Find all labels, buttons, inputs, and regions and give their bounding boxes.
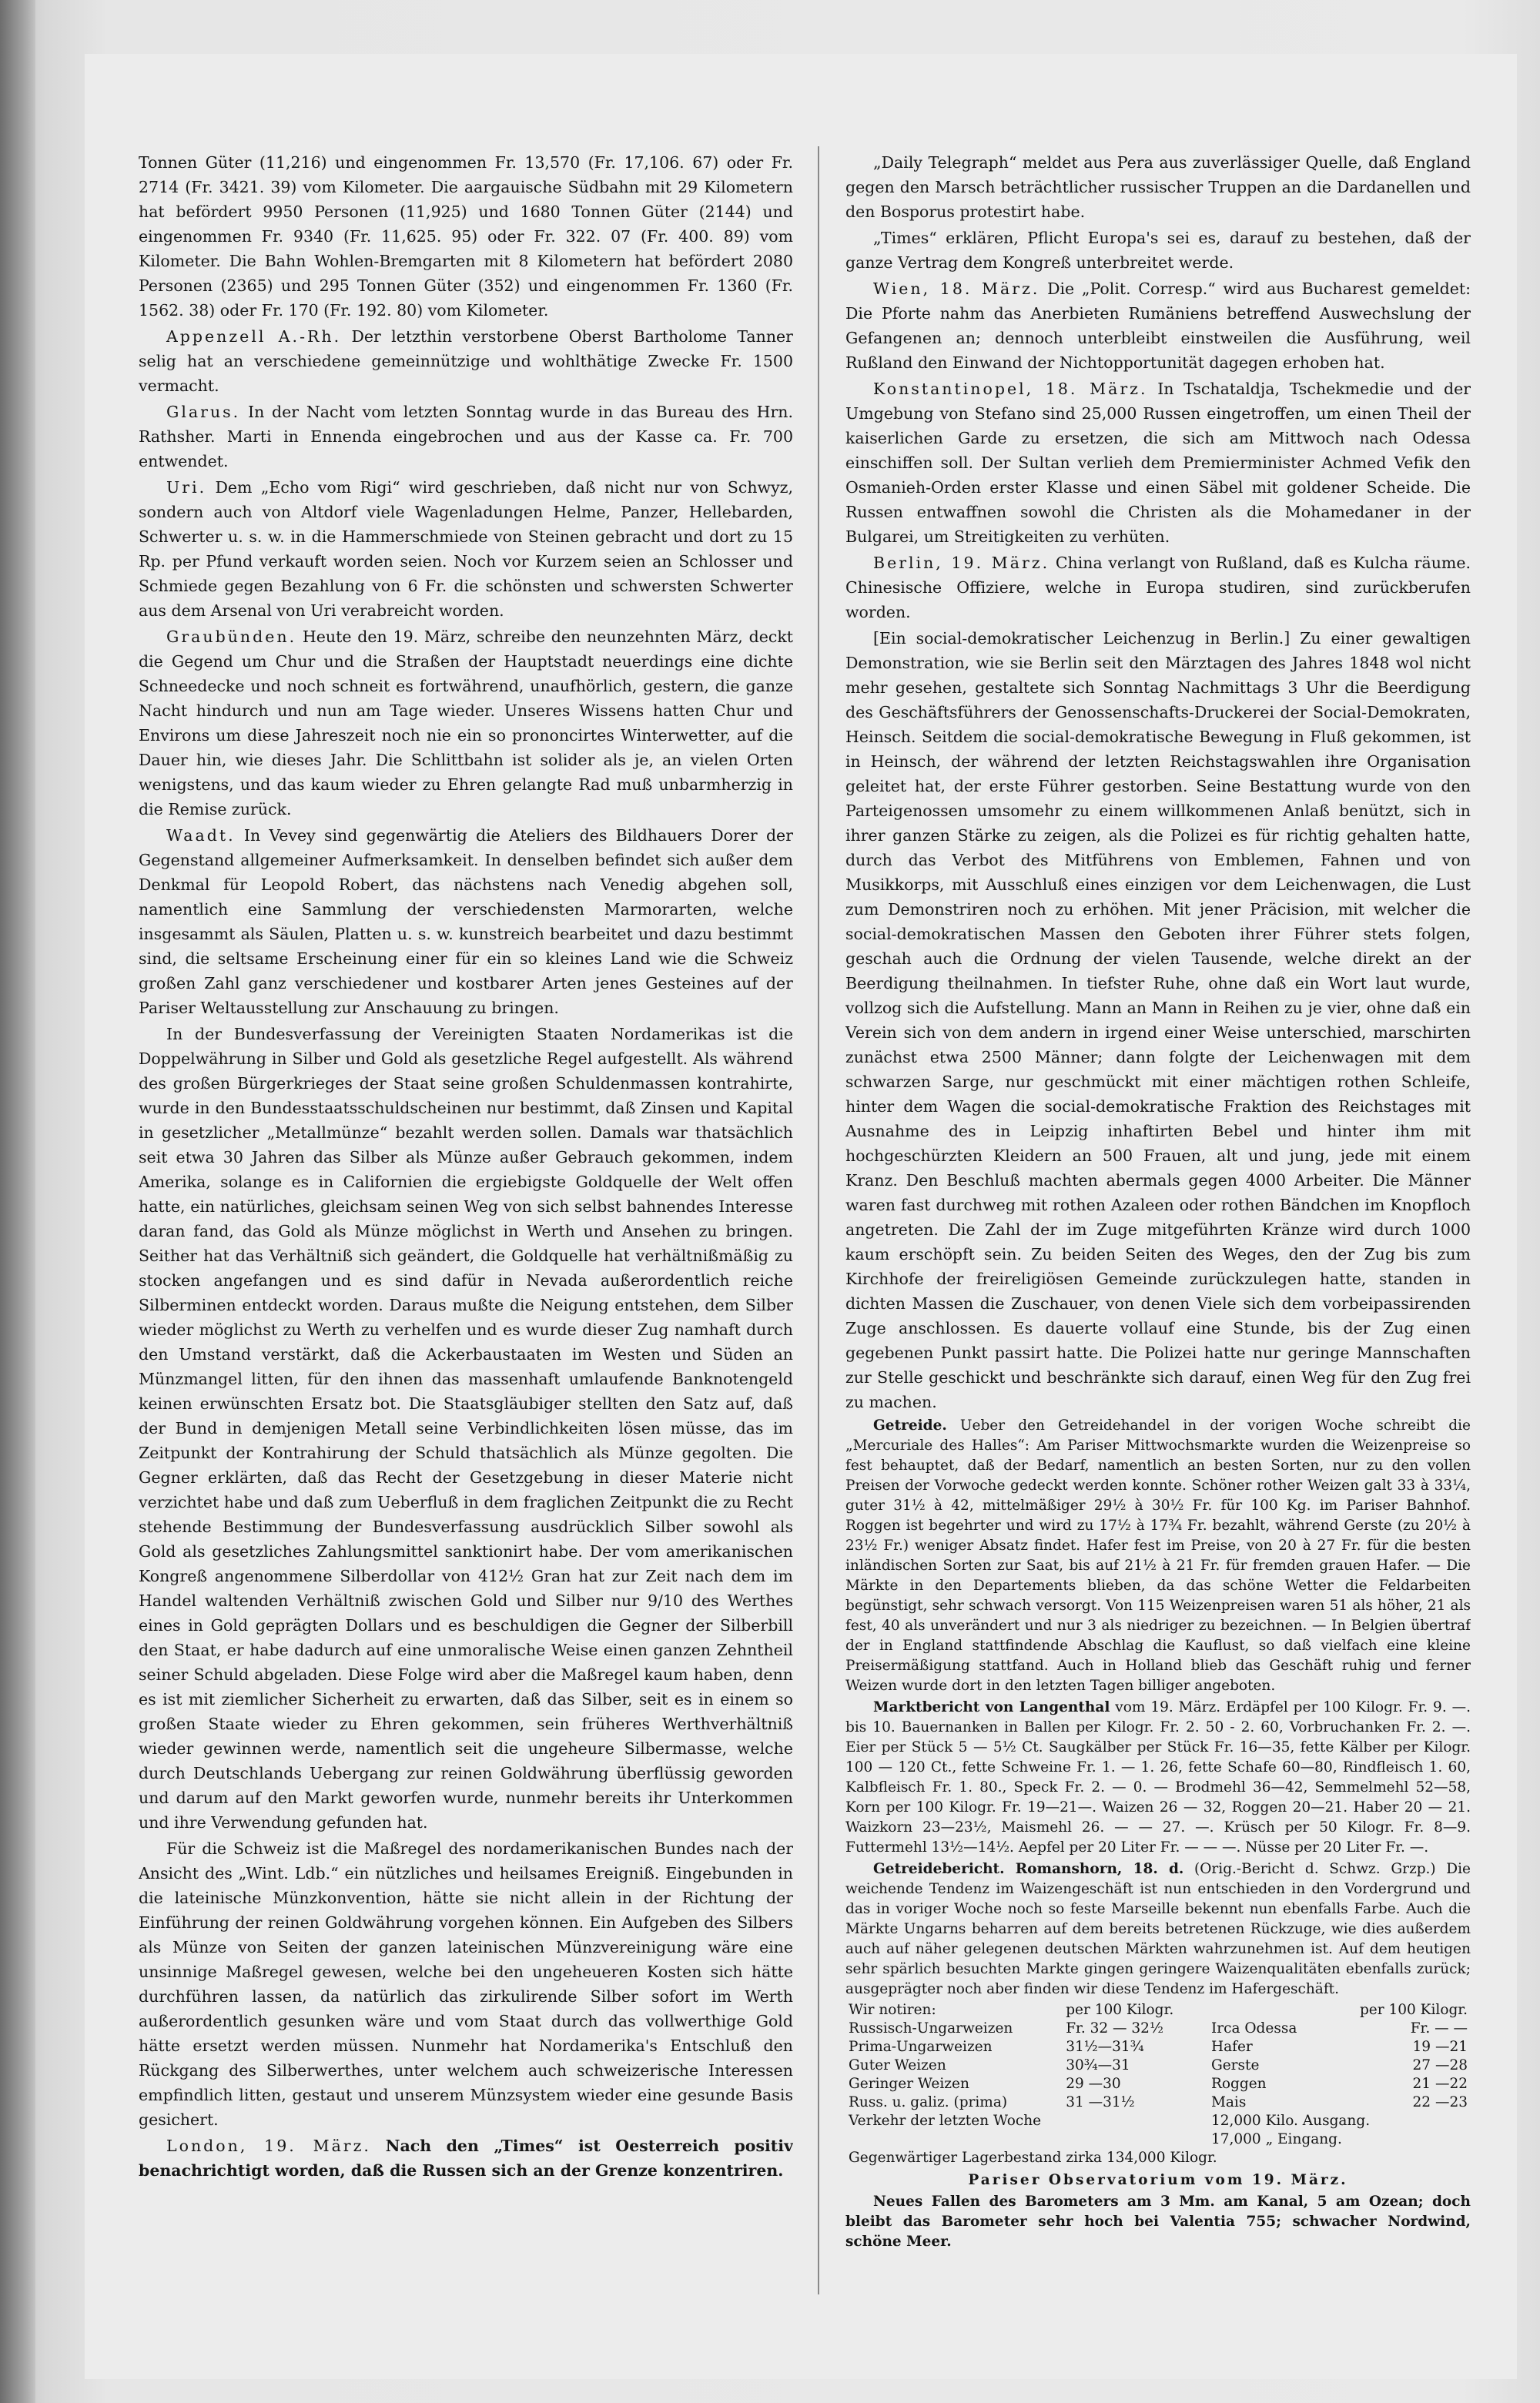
heading-leichenzug: [Ein social-demokratischer Leichenzug in Berlin.]: [873, 629, 1291, 648]
table-cell: 29 —30: [1066, 2076, 1121, 2092]
article-railway: Tonnen Güter (11,216) und eingenommen Fr. 13,570 (Fr. 17,106. 67) oder Fr. 2714 (Fr. 3421. 39) vom Kilometer. Die aargauische Südbahn mit 29 Kilometern hat befördert 9950 Personen (11,925) und 1680 Tonnen Güter (2144) und eingenommen Fr. 9340 (Fr. 11,625. 95) oder Fr. 322. 07 (Fr. 400. 89) vom Kilometer. Die Bahn Wohlen-Bremgarten mit 8 Kilometern hat befördert 2080 Personen (2365) und 295 Tonnen Güter (352) und eingenommen Fr. 1360 (Fr. 1562. 38) oder Fr. 170 (Fr. 192. 80) vom Kilometer.: [139, 153, 793, 320]
table-cell: Mais: [1210, 2094, 1247, 2110]
price-table-head-unit: per 100 Kilogr.: [1066, 2002, 1174, 2018]
table-row: [845, 2130, 1471, 2149]
text-graubuenden: Heute den 19. März, schreibe den neunzehnten März, deckt die Gegend um Chur und die Straßen der Hauptstadt neuerdings eine dichte Schneedecke und noch schneit es fortwährend, unaufhörlich, gestern, die ganze Nacht hindurch und nun am Tage wieder. Unseres Wissens hatten Chur und Environs um diese Jahreszeit noch nie ein so prononcirtes Winterwetter, auf die Dauer hin, wie dieses Jahr. Die Schlittbahn ist solider als je, an vielen Orten wenigstens, und das kaum wieder zu Ehren gelangte Rad muß unbarmherzig in die Remise zurück.: [139, 628, 793, 818]
article-graubuenden: [139, 624, 793, 822]
column-divider: [818, 146, 819, 2294]
article-konstantinopel: [845, 377, 1471, 549]
heading-langenthal: Marktbericht von Langenthal: [873, 1699, 1110, 1715]
article-berlin: [845, 551, 1471, 624]
price-table-header: [845, 2001, 1471, 2020]
table-cell: 19 —21: [1412, 2039, 1468, 2055]
article-romanshorn: [845, 1859, 1471, 2000]
heading-graubuenden: Graubünden.: [166, 628, 297, 646]
article-appenzell: [139, 324, 793, 398]
article-leichenzug: [845, 626, 1471, 1414]
table-cell: Fr. 32 — 32½: [1066, 2020, 1163, 2037]
heading-observatorium: [845, 2170, 1471, 2190]
table-row: [845, 2093, 1471, 2112]
text-leichenzug: Zu einer gewaltigen Demonstration, wie sie Berlin seit den Märztagen des Jahres 1848 wol nicht mehr gesehen, gestaltete sich Sonntag Nachmittags 3 Uhr die Beerdigung des Geschäftsführers der Genossenschafts-Druckerei der Social-Demokraten, Heinsch. Seitdem die social-demokratische Bewegung in Fluß gekommen, ist in Heinsch, der während der letzten Reichstagswahlen ihre Organisation geleitet hat, der erste Führer gestorben. Seine Bestattung wurde von den Parteigenossen umsomehr zu einem willkommenen Anlaß benützt, sich in ihrer ganzen Stärke zu zeigen, als die Polizei es für richtig gehalten hatte, durch das Verbot des Mitführens von Emblemen, Fahnen und von Musikkorps, mit Ausschluß eines einzigen vor dem Leichenwagen, die Lust zum Demonstriren noch zu erhöhen. Mit jener Präcision, mit welcher die social-demokratischen Massen den Geboten ihrer Führer stets folgen, geschah auch die Ordnung der vielen Tausende, welche direkt an der Beerdigung theilnahmen. In tiefster Ruhe, ohne daß ein Wort laut wurde, vollzog sich die Aufstellung. Mann an Mann in Reihen zu je vier, ohne daß ein Verein sich von dem andern in irgend einer Weise unterschied, marschirten zunächst etwa 2500 Männer; dann folgte der Leichenwagen mit dem schwarzen Sarge, nur geschmückt mit einer mächtigen rothen Schleife, hinter dem Wagen die social-demokratische Fraktion des Reichstages mit Ausnahme des in Leipzig inhaftirten Bebel und hinter ihm mit hochgeschürzten Kleidern an 500 Frauen, alt und jung, jede mit einem Kranz. Den Beschluß machten abermals gegen 4000 Arbeiter. Die Männer waren fast durchweg mit rothen Azaleen oder rothen Bändchen im Knopfloch angetreten. Die Zahl der im Zuge mitgeführten Kränze wird durch 1000 kaum erschöpft sein. Zu beiden Seiten des Weges, den der Zug bis zum Kirchhofe der freireligiösen Gemeinde zurückzulegen hatte, standen in dichten Massen die Zuschauer, von denen Viele sich dem vorbeipassirenden Zuge anschlossen. Es dauerte vollauf eine Stunde, bis der Zug einen gegebenen Punkt passirt hatte. Die Polizei hatte nur geringe Mannschaften zur Stelle geschickt und beschränkte sich darauf, einen Weg für den Zug frei zu machen.: [845, 629, 1471, 1411]
table-cell: Fr. — —: [1410, 2020, 1468, 2037]
table-cell: Geringer Weizen: [849, 2076, 969, 2092]
heading-waadt: Waadt.: [166, 826, 236, 845]
table-cell: Guter Weizen: [849, 2057, 946, 2073]
table-cell: Roggen: [1210, 2076, 1267, 2092]
text-wien: Die „Polit. Corresp.“ wird aus Bucharest gemeldet: Die Pforte nahm das Anerbieten Rumäniens betreffend Auswechslung der Gefangenen an; dennoch unterbleibt einstweilen die Ausführung, weil Rußland den Einwand der Nichtopportunität dagegen erhoben hat.: [845, 279, 1471, 372]
article-london: [139, 2134, 793, 2183]
table-cell: 31 —31½: [1066, 2094, 1135, 2110]
table-cell: Russisch-Ungarweizen: [849, 2020, 1013, 2037]
text-langenthal: vom 19. März. Erdäpfel per 100 Kilogr. Fr. 9. —. bis 10. Bauernanken in Ballen per Kilogr. Fr. 2. 50 - 2. 60, Vorbruchanken Fr. 2. —. Eier per Stück 5 — 5½ Ct. Saugkälber per Stück Fr. 16—35, fette Kälber per Kilogr. 100 — 120 Ct., fette Schweine Fr. 1. — 1. 26, fette Schafe 60—80, Rindfleisch 1. 60, Kalbfleisch Fr. 1. 80., Speck Fr. 2. — 0. — Brodmehl 36—42, Semmelmehl 52—58, Korn per 100 Kilogr. Fr. 19—21—. Waizen 26 — 32, Roggen 20—21. Haber 20 — 21. Waizkorn 23—23½, Maismehl 26. — — 27. —. Krüsch per 50 Kilogr. Fr. 8—9. Futtermehl 13½—14½. Aepfel per 20 Liter Fr. — — —. Nüsse per 20 Liter Fr. —.: [845, 1699, 1471, 1856]
text-appenzell: Der letzthin verstorbene Oberst Bartholome Tanner selig hat an verschiedene gemeinnützige und wohlthätige Zwecke Fr. 1500 vermacht.: [139, 327, 793, 395]
table-row: [845, 2075, 1471, 2093]
heading-konstantinopel: Konstantinopel, 18. März.: [873, 380, 1148, 398]
text-konstantinopel: In Tschataldja, Tschekmedie und der Umgebung von Stefano sind 25,000 Russen eingetroffen, um einen Theil der kaiserlichen Garde zu ersetzen, die sich am Mittwoch nach Odessa einschiffen soll. Der Sultan verlieh dem Premierminister Achmed Vefik den Osmanieh-Orden erster Klasse und einen Säbel mit goldener Scheide. Die Russen entwaffnen sowohl die Christen als die Mohamedaner in der Bulgarei, um Streitigkeiten zu verhüten.: [845, 380, 1471, 546]
book-spine: [0, 0, 35, 2403]
eingang-value: 17,000 „ Eingang.: [1210, 2131, 1342, 2147]
right-column: [845, 150, 1471, 2337]
left-column: [139, 150, 793, 2337]
table-cell: Gerste: [1210, 2057, 1260, 2073]
text-romanshorn: (Orig.-Bericht d. Schwz. Grzp.) Die weichende Tendenz im Waizengeschäft ist nun entschieden in den Vordergrund und das in voriger Woche noch so feste Marseille bekennt nun ebenfalls Farbe. Auch die Märkte Ungarns beharren auf dem bereits betretenen Rückzuge, wie dies außerdem auch auf näher gelegenen deutschen Märkten wahrzunehmen ist. Auf dem heutigen sehr spärlich besuchten Markte gingen geringere Waizenqualitäten ebenfalls zurück; ausgeprägter noch aber finden wir diese Tendenz im Hafergeschäft.: [845, 1861, 1471, 1997]
article-wien: [845, 276, 1471, 375]
heading-london: London, 19. März.: [166, 2137, 371, 2155]
table-cell: Hafer: [1210, 2039, 1253, 2055]
table-cell: 27 —28: [1412, 2057, 1468, 2073]
text-uri: Dem „Echo vom Rigi“ wird geschrieben, daß nicht nur von Schwyz, sondern auch von Altdorf viele Wagenladungen Helme, Panzer, Hellebarden, Schwerter u. s. w. in die Hammerschmiede von Steinen gebracht und dort zu 15 Rp. per Pfund verkauft worden seien. Noch vor Kurzem seien an Schlosser und Schmiede gegen Bezahlung von 6 Fr. die schönsten und schwersten Schwerter aus dem Arsenal von Uri verabreicht worden.: [139, 478, 793, 620]
heading-appenzell: Appenzell A.-Rh.: [166, 327, 342, 346]
lagerbestand: Gegenwärtiger Lagerbestand zirka 134,000 Kilogr.: [849, 2150, 1217, 2166]
table-row: [845, 2149, 1471, 2167]
table-cell: 22 —23: [1412, 2094, 1468, 2110]
heading-uri: Uri.: [166, 478, 207, 497]
table-cell: Russ. u. galiz. (prima): [849, 2094, 1008, 2110]
price-table-head-unit-right: per 100 Kilogr.: [1359, 2002, 1468, 2018]
heading-wien: Wien, 18. März.: [873, 279, 1040, 298]
price-table-head-left: Wir notiren:: [849, 2002, 936, 2018]
observatorium-title: Pariser Observatorium vom 19. März.: [968, 2172, 1348, 2188]
text-london: Nach den „Times“ ist Oesterreich positiv benachrichtigt worden, daß die Russen sich an der Grenze konzentriren.: [139, 2137, 793, 2180]
heading-getreide: Getreide.: [873, 1417, 947, 1434]
heading-glarus: Glarus.: [166, 403, 241, 421]
article-uri: [139, 475, 793, 623]
table-cell: 30¾—31: [1066, 2057, 1130, 2073]
price-table: [845, 2001, 1471, 2167]
article-getreide: [845, 1416, 1471, 1696]
heading-berlin: Berlin, 19. März.: [873, 554, 1050, 572]
table-row: [845, 2112, 1471, 2130]
text-berlin: China verlangt von Rußland, daß es Kulcha räume. Chinesische Offiziere, welche in Europa studiren, sind zurückberufen worden.: [845, 554, 1471, 621]
text-glarus: In der Nacht vom letzten Sonntag wurde in das Bureau des Hrn. Rathsher. Marti in Ennenda eingebrochen und aus der Kasse ca. Fr. 700 entwendet.: [139, 403, 793, 470]
ausgang-value: 12,000 Kilo. Ausgang.: [1210, 2113, 1371, 2129]
article-glarus: [139, 400, 793, 474]
newspaper-page: [85, 54, 1517, 2379]
table-row: [845, 2038, 1471, 2057]
article-waadt: [139, 823, 793, 1020]
table-cell: Prima-Ungarweizen: [849, 2039, 993, 2055]
table-row: [845, 2057, 1471, 2075]
article-schweiz: Für die Schweiz ist die Maßregel des nordamerikanischen Bundes nach der Ansicht des „Wint. Ldb.“ ein nützliches und heilsames Ereigniß. Eingebunden in die lateinische Münzkonvention, hätte sie nicht allein in der Richtung der Einführung der reinen Goldwährung vorgehen können. Ein Aufgeben des Silbers als Münze von Seiten der ganzen lateinischen Münzvereinigung wäre eine unsinnige Maßregel gewesen, welche bei den ungeheueren Kosten sich hätte durchführen lassen, da natürlich das zirkulirende Silber sofort im Werth außerordentlich gesunken wäre und vom Staat durch das vollwerthige Gold hätte ersetzt werden müssen. Nunmehr hat Nordamerika's Entschluß den Rückgang des Silberwerthes, unter welchem auch schweizerische Interessen empfindlich litten, gestaut und unserem Münzsystem wieder eine gesunde Basis gesichert.: [139, 1839, 793, 2129]
table-cell: 31½—31¾: [1066, 2039, 1144, 2055]
table-cell: Irca Odessa: [1210, 2020, 1297, 2037]
article-daily-telegraph: „Daily Telegraph“ meldet aus Pera aus zuverlässiger Quelle, daß England gegen den Marsch beträchtlicher russischer Truppen an die Dardanellen und den Bosporus protestirt habe.: [845, 153, 1471, 221]
article-times: „Times“ erklären, Pflicht Europa's sei es, darauf zu bestehen, daß der ganze Vertrag dem Kongreß unterbreitet werde.: [845, 229, 1471, 272]
text-getreide: Ueber den Getreidehandel in der vorigen Woche schreibt die „Mercuriale des Halles“: Am Pariser Mittwochsmarkte wurden die Weizenpreise so fest behauptet, daß der Bedarf, namentlich an besten Sorten, nur zu den vollen Preisen der Vorwoche gedeckt werden konnte. Schöner rother Weizen galt 33 à 33¼, guter 31½ à 42, mittelmäßiger 29½ à 30½ Fr. für 100 Kg. im Pariser Bahnhof. Roggen ist begehrter und wird zu 17½ à 17¾ Fr. bezahlt, während Gerste (zu 20½ à 23½ Fr.) weniger Absatz findet. Hafer fest im Preise, von 20 à 27 Fr. für die besten inländischen Sorten zur Saat, bis auf 21½ à 21 Fr. für fremden grauen Hafer. — Die Märkte in den Departements blieben, da das schöne Wetter die Feldarbeiten begünstigt, sehr schwach versorgt. Von 115 Weizenpreisen waren 51 als höher, 21 als fest, 40 als unverändert und nur 3 als niedriger zu bezeichnen. — In Belgien übertraf der in England stattfindende Abschlag die Kauflust, so daß vielfach eine kleine Preisermäßigung stattfand. Auch in Holland blieb das Geschäft ruhig und ferner Weizen wurde dort in den letzten Tagen billiger angeboten.: [845, 1417, 1471, 1694]
table-row: [845, 2020, 1471, 2038]
article-bundesverfassung: In der Bundesverfassung der Vereinigten Staaten Nordamerikas ist die Doppelwährung in Silber und Gold als gesetzliche Regel aufgestellt. Als während des großen Bürgerkrieges der Staat seine großen Schuldenmassen kontrahirte, wurde in den Bundesstaatsschuldscheinen nur bestimmt, daß Zinsen und Kapital in gesetzlicher „Metallmünze“ bezahlt werden sollen. Damals war thatsächlich seit etwa 30 Jahren das Silber als Münze außer Gebrauch gekommen, indem Amerika, solange es in Californien die ergiebigste Goldquelle der Welt offen hatte, ein natürliches, gleichsam seinen Weg von sich selbst bahnendes Interesse daran fand, das Gold als Münze möglichst in Werth und Ansehen zu bringen. Seither hat das Verhältniß sich geändert, die Goldquelle hat verhältnißmäßig zu stocken angefangen und es sind dafür in Nevada außerordentlich reiche Silberminen entdeckt worden. Daraus mußte die Neigung entstehen, dem Silber wieder möglichst zu Werth zu verhelfen und es wurde dieser Zug namhaft durch den Umstand verstärkt, daß die Ackerbaustaaten im Westen und Süden an Münzmangel litten, für den ihnen das massenhaft umlaufende Banknotengeld keinen erwünschten Ersatz bot. Die Staatsgläubiger stellten den Satz auf, daß der Bund in demjenigen Metall seine Verbindlichkeiten lösen müsse, das im Zeitpunkt der Kontrahirung der Schuld thatsächlich als Münze gegolten. Die Gegner erklärten, daß das Recht der Gesetzgebung in dieser Materie nicht verzichtet habe und daß zum Ueberfluß in dem fraglichen Zeitpunkt die zu Recht stehende Bestimmung der Bundesverfassung ausdrücklich Silber sowohl als Gold als gesetzliches Zahlungsmittel sanktionirt habe. Der vom amerikanischen Kongreß angenommene Silberdollar von 412½ Gran hat zur Zeit nach dem im Handel waltenden Verhältniß zwischen Gold und Silber nur 9/10 des Werthes eines in Gold geprägten Dollars und es beschuldigen die Gegner der Silberbill den Staat, er habe dadurch auf eine unmoralische Weise einen ganzen Zehntheil seiner Schuld abgeladen. Diese Folge wird aber die Maßregel kaum haben, denn es ist mit ziemlicher Sicherheit zu erwarten, daß das Silber, seit es in einem so großen Staate wieder zu Ehren gekommen, sein früheres Werthverhältniß wieder gewinnen werde, namentlich seit die ungeheure Silbermasse, welche durch Deutschlands Uebergang zur reinen Goldwährung überflüssig geworden und darum auf den Markt geworfen wurde, nunmehr bereits ihr Unterkommen und ihre Verwendung gefunden hat.: [139, 1025, 793, 1832]
article-langenthal: [845, 1698, 1471, 1858]
text-waadt: In Vevey sind gegenwärtig die Ateliers des Bildhauers Dorer der Gegenstand allgemeiner Aufmerksamkeit. In denselben befindet sich außer dem Denkmal für Leopold Robert, das nächstens nach Venedig abgehen soll, namentlich eine Sammlung der verschiedensten Marmorarten, welche insgesammt als Säulen, Platten u. s. w. kunstreich bearbeitet und dazu bestimmt sind, die seltsame Erscheinung einer für ein so kleines Land wie die Schweiz großen Zahl ganz verschiedener und kostbarer Arten jenes Gesteines auf der Pariser Weltausstellung zur Anschauung zu bringen.: [139, 826, 793, 1017]
heading-romanshorn: Getreidebericht. Romanshorn, 18. d.: [873, 1861, 1184, 1877]
table-cell: 21 —22: [1412, 2076, 1468, 2092]
article-observatorium: Neues Fallen des Barometers am 3 Mm. am Kanal, 5 am Ozean; doch bleibt das Barometer sehr hoch bei Valentia 755; schwacher Nordwind, schöne Meer.: [845, 2194, 1471, 2250]
verkehr-label: Verkehr der letzten Woche: [849, 2113, 1042, 2129]
